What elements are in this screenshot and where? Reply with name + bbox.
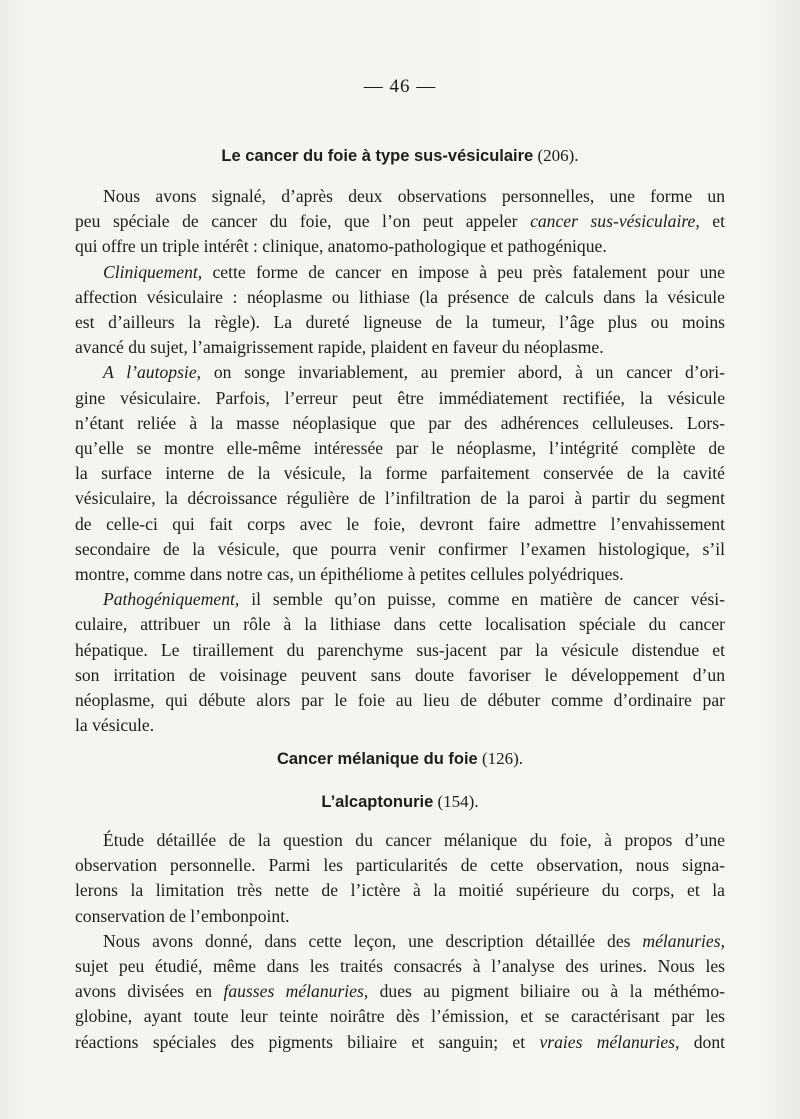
section-heading-sus-vesiculaire [0,146,800,166]
text-line: Nous avons signalé, d’après deux observations personnelles, une forme un [103,186,725,206]
text-line: montre, comme dans notre cas, un épithéliome à petites cellules polyédriques. [75,564,624,585]
paragraph [75,828,725,929]
paragraph [75,360,725,587]
text-line: qui offre un triple intérêt : clinique, anatomo-pathologique et pathogénique. [75,236,607,257]
paragraph [75,184,725,260]
text-line: n’étant reliée à la masse néoplasique que par des adhérences celluleuses. Lors- [75,412,725,433]
text-line: néoplasme, qui débute alors par le foie au lieu de débuter comme d’ordinaire par [75,690,725,711]
text-line: A l’autopsie, on songe invariablement, au premier abord, à un cancer d’ori- [103,362,725,383]
text-line: culaire, attribuer un rôle à la lithiase dans cette localisation spéciale du cancer [75,614,725,635]
text-line: Cliniquement, cette forme de cancer en impose à peu près fatalement pour une [103,261,725,282]
text-line: gine vésiculaire. Parfois, l’erreur peut être immédiatement rectifiée, la vésicule [75,387,725,408]
section-body-alcaptonurie [75,828,725,1055]
text-line: vésiculaire, la décroissance régulière de l’infiltration de la paroi à partir du segment [75,488,725,509]
italic-term: fausses mélanuries, [223,981,369,1002]
text-line: secondaire de la vésicule, que pourra venir confirmer l’examen histologique, s’il [75,538,725,559]
section-title: L’alcaptonurie [321,793,434,811]
text-line: la surface interne de la vésicule, la forme parfaitement conservée de la cavité [75,463,725,484]
italic-term: A l’autopsie, [103,362,202,383]
section-reference: (126). [481,749,524,768]
section-title: Le cancer du foie à type sus-vésiculaire [221,147,534,165]
text-line: lerons la limitation très nette de l’ictère à la moitié supérieure du corps, et la [75,880,725,901]
text-line: avancé du sujet, l’amaigrissement rapide, plaident en faveur du néoplasme. [75,337,604,358]
text-line: réactions spéciales des pigments biliaire et sanguin; et vraies mélanuries, dont [75,1031,726,1052]
paragraph [75,587,725,738]
italic-term: Cliniquement, [103,261,203,282]
text-line: peu spéciale de cancer du foie, que l’on peut appeler cancer sus-vésiculaire, et [75,211,725,232]
text-line: observation personnelle. Parmi les particularités de cette observation, nous signa- [75,855,725,876]
text-line: son irritation de voisinage peuvent sans doute favoriser le développement d’un [75,664,725,685]
italic-term: mélanuries, [642,930,725,951]
text-line: Étude détaillée de la question du cancer mélanique du foie, à propos d’une [103,830,725,850]
text-line: affection vésiculaire : néoplasme ou lithiase (la présence de calculs dans la vésicule [75,286,725,307]
text-line: sujet peu étudié, même dans les traités consacrés à l’analyse des urines. Nous les [75,956,725,977]
section-title: Cancer mélanique du foie [276,750,478,768]
section-reference: (206). [537,146,579,165]
text-line: est d’ailleurs la règle). La dureté ligneuse de la tumeur, l’âge plus ou moins [75,312,725,333]
text-line: la vésicule. [75,715,155,736]
text-line: globine, ayant toute leur teinte noirâtre dès l’émission, et se caractérisant par les [75,1006,725,1027]
page-number: — 46 — [363,76,437,97]
paragraph [75,929,725,1055]
section-reference: (154). [437,792,479,811]
text-line: conservation de l’embonpoint. [75,905,290,926]
section-body-sus-vesiculaire [75,184,725,738]
paragraph [75,260,725,361]
text-line: Pathogéniquement, il semble qu’on puisse, comme en matière de cancer vési- [103,589,725,610]
text-line: qu’elle se montre elle-même intéressée par le néoplasme, l’intégrité complète de [75,438,725,459]
text-line: Nous avons donné, dans cette leçon, une description détaillée des mélanuries, [103,930,725,951]
italic-term: vraies mélanuries, [539,1031,680,1052]
italic-term: cancer sus-vésiculaire, [530,211,700,232]
text-line: avons divisées en fausses mélanuries, dues au pigment biliaire ou à la méthémo- [75,981,725,1002]
text-line: de celle-ci qui fait corps avec le foie, devront faire admettre l’envahissement [75,513,725,534]
section-heading-cancer-melanique [0,749,800,769]
section-heading-alcaptonurie [0,792,800,812]
text-line: hépatique. Le tiraillement du parenchyme sus-jacent par la vésicule distendue et [75,639,725,660]
italic-term: Pathogéniquement, [103,589,240,610]
